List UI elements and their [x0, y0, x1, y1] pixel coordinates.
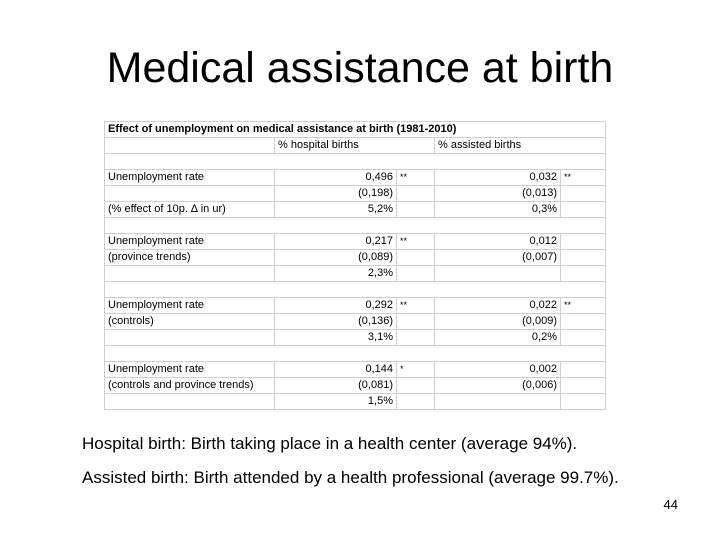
assisted-effect	[435, 394, 561, 410]
assisted-coef: 0,012	[435, 234, 561, 250]
regression-table	[104, 121, 606, 410]
table-header-row	[105, 138, 606, 154]
assisted-effect: 0,3%	[435, 202, 561, 218]
table-title-row	[105, 122, 606, 138]
row-label: Unemployment rate	[105, 170, 275, 186]
table-row	[105, 314, 606, 330]
table-row	[105, 186, 606, 202]
assisted-se: (0,006)	[435, 378, 561, 394]
assisted-coef: 0,002	[435, 362, 561, 378]
page-number: 44	[663, 497, 678, 512]
assisted-stars: **	[561, 298, 606, 314]
row-label-sub: (controls and province trends)	[105, 378, 275, 394]
hospital-stars: **	[397, 298, 435, 314]
footnotes	[82, 433, 702, 489]
hospital-coef: 0,144	[275, 362, 397, 378]
row-label: Unemployment rate	[105, 234, 275, 250]
table-row	[105, 250, 606, 266]
footnote-hospital-birth: Hospital birth: Birth taking place in a health center (average 94%).	[82, 434, 578, 453]
assisted-se: (0,007)	[435, 250, 561, 266]
table-row	[105, 266, 606, 282]
assisted-stars	[561, 234, 606, 250]
table-row	[105, 378, 606, 394]
hospital-se: (0,198)	[275, 186, 397, 202]
footnote-assisted-birth: Assisted birth: Birth attended by a health professional (average 99.7%).	[82, 468, 619, 487]
assisted-coef: 0,022	[435, 298, 561, 314]
table-row	[105, 394, 606, 410]
assisted-stars	[561, 362, 606, 378]
hospital-effect: 5,2%	[275, 202, 397, 218]
hospital-effect: 3,1%	[275, 330, 397, 346]
hospital-se: (0,136)	[275, 314, 397, 330]
row-label: Unemployment rate	[105, 362, 275, 378]
row-label: Unemployment rate	[105, 298, 275, 314]
col-header-hospital: % hospital births	[275, 138, 435, 154]
hospital-stars: **	[397, 170, 435, 186]
assisted-effect: 0,2%	[435, 330, 561, 346]
slide-title: Medical assistance at birth	[106, 44, 614, 92]
hospital-se: (0,081)	[275, 378, 397, 394]
assisted-se: (0,009)	[435, 314, 561, 330]
assisted-se: (0,013)	[435, 186, 561, 202]
hospital-coef: 0,217	[275, 234, 397, 250]
row-label-sub: (province trends)	[105, 250, 275, 266]
hospital-stars: *	[397, 362, 435, 378]
hospital-coef: 0,292	[275, 298, 397, 314]
table-row	[105, 170, 606, 186]
hospital-coef: 0,496	[275, 170, 397, 186]
table-row	[105, 298, 606, 314]
effect-label: (% effect of 10p. ∆ in ur)	[105, 202, 275, 218]
table-row	[105, 362, 606, 378]
regression-table-image	[104, 121, 605, 415]
row-label-sub: (controls)	[105, 314, 275, 330]
hospital-se: (0,089)	[275, 250, 397, 266]
col-header-assisted: % assisted births	[435, 138, 606, 154]
table-title: Effect of unemployment on medical assistance at birth (1981-2010)	[105, 122, 606, 138]
table-row	[105, 202, 606, 218]
hospital-stars: **	[397, 234, 435, 250]
assisted-effect	[435, 266, 561, 282]
hospital-effect: 1,5%	[275, 394, 397, 410]
assisted-stars: **	[561, 170, 606, 186]
hospital-effect: 2,3%	[275, 266, 397, 282]
table-row	[105, 234, 606, 250]
assisted-coef: 0,032	[435, 170, 561, 186]
table-row	[105, 330, 606, 346]
